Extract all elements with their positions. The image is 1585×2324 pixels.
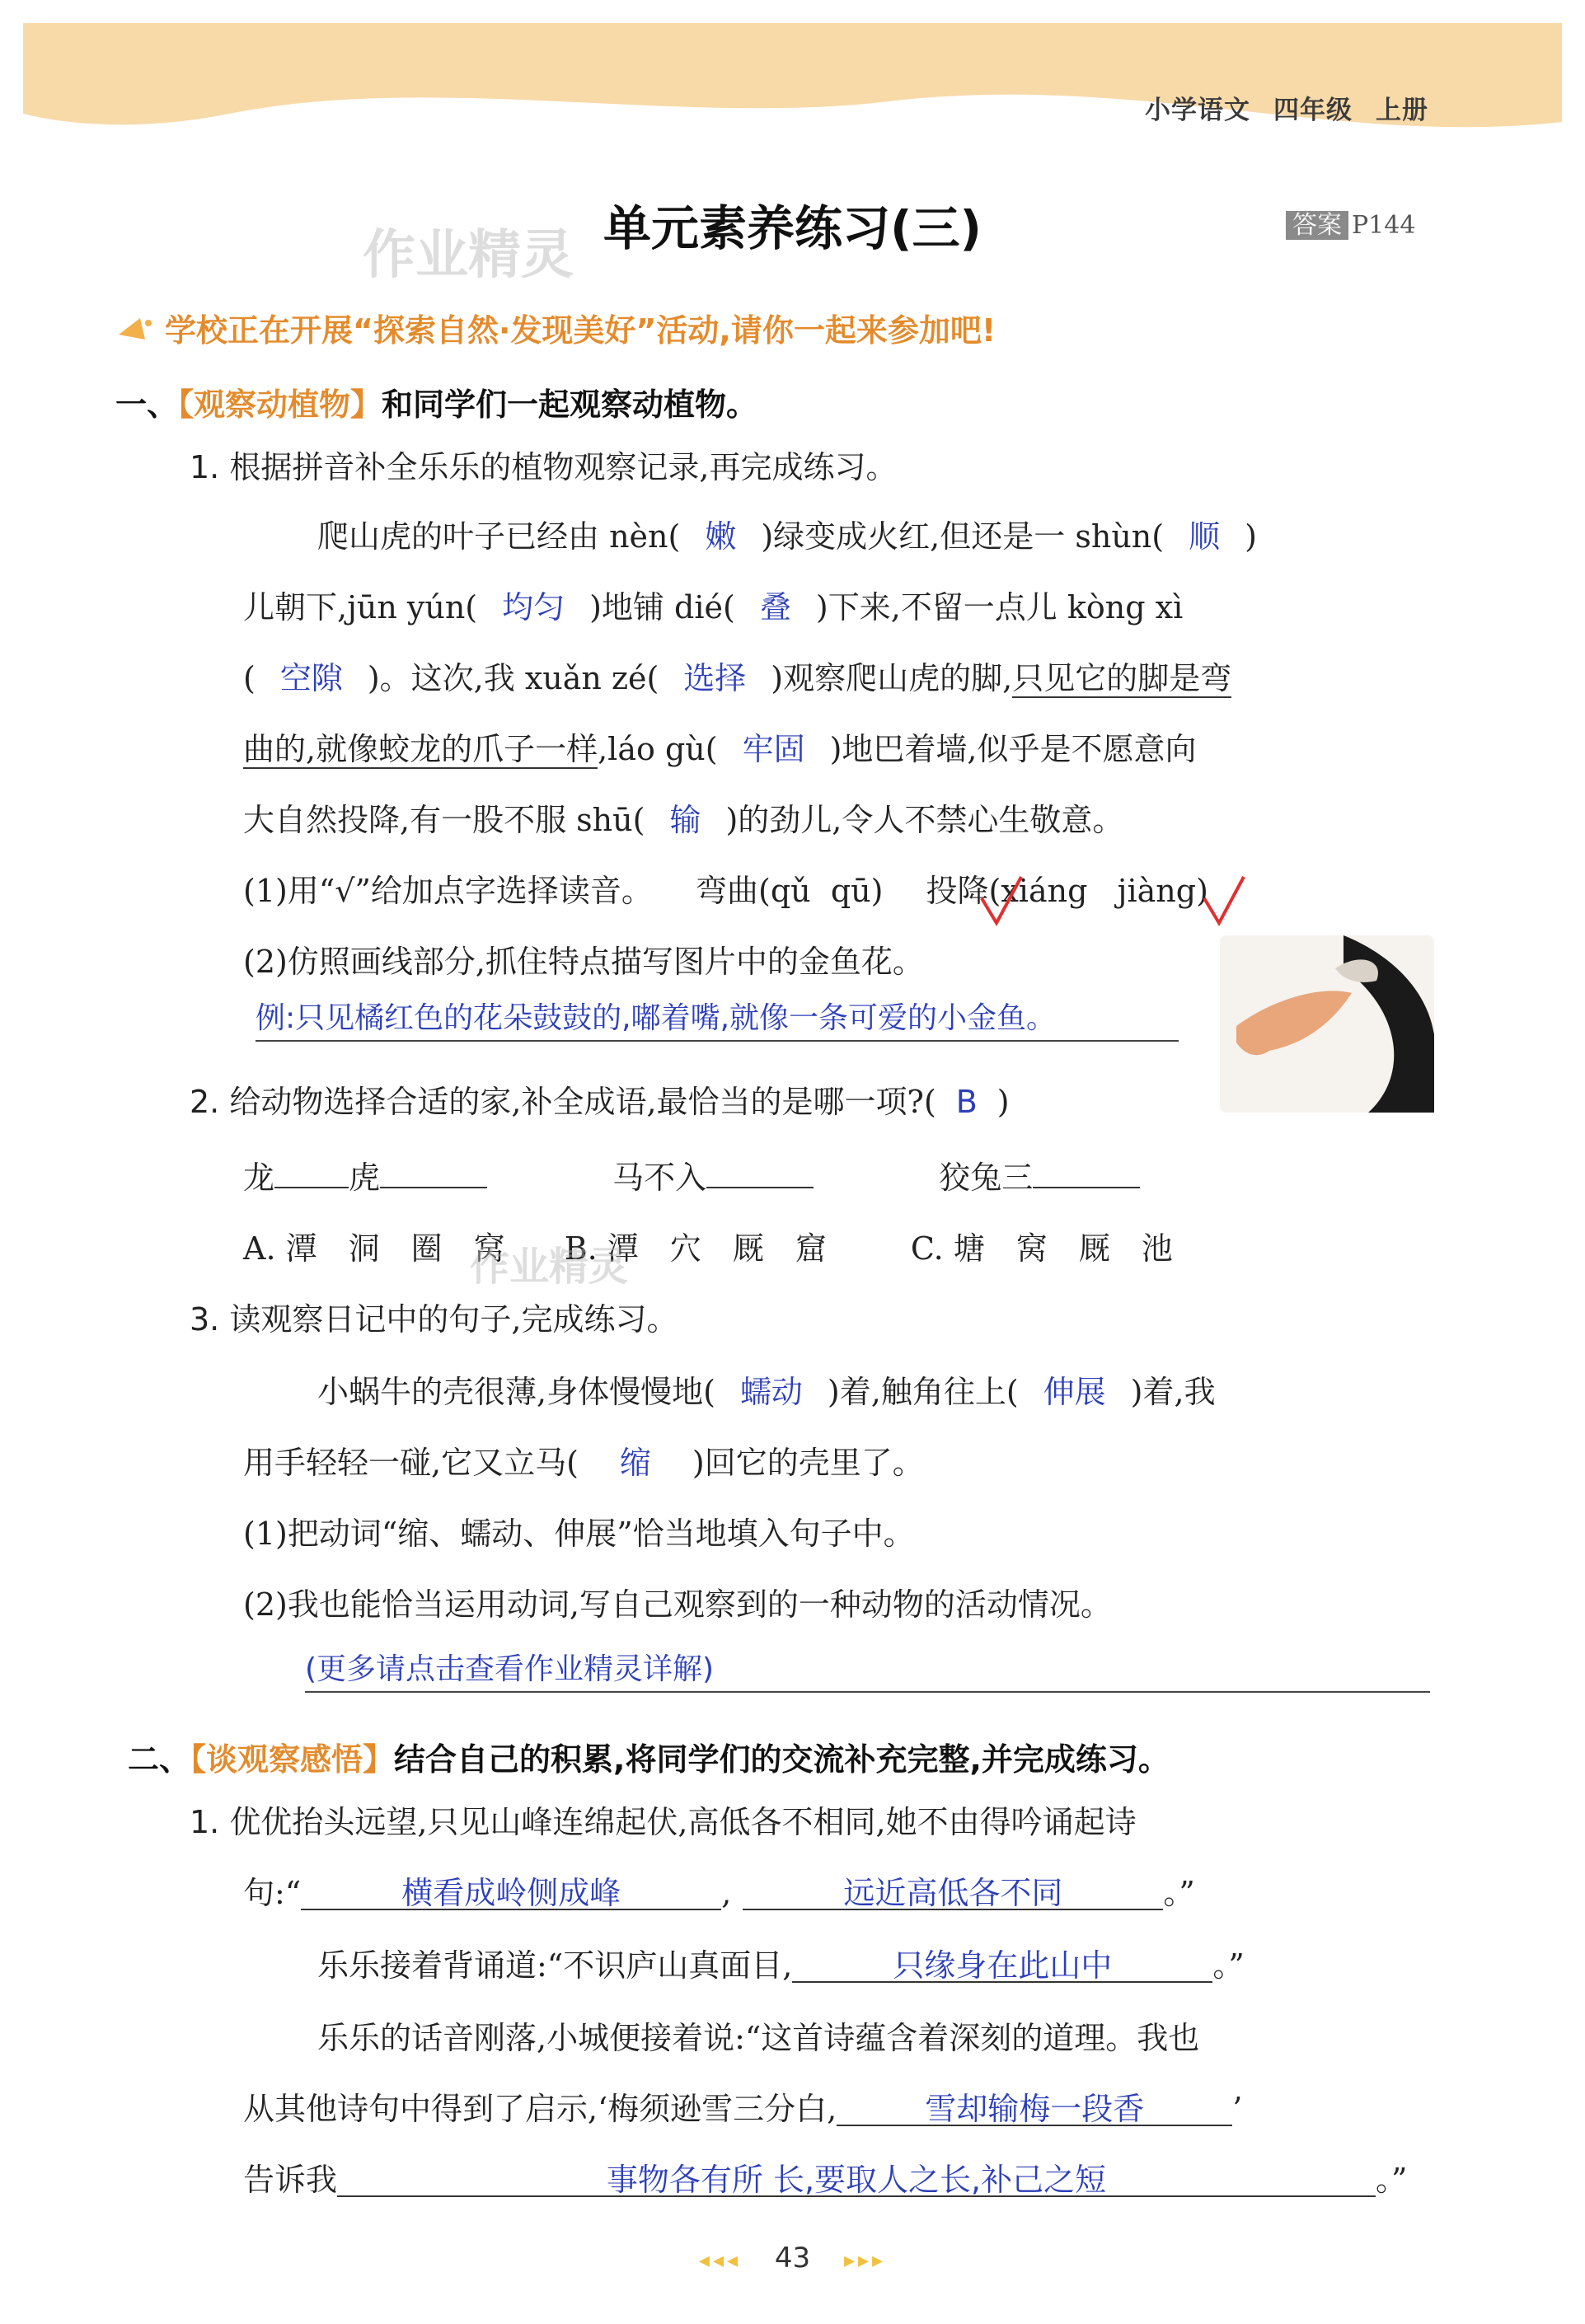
section2-heading: 二、【谈观察感悟】结合自己的积累,将同学们的交流补充完整,并完成练习。 — [128, 1741, 1170, 1778]
page-number: 43 — [774, 2242, 811, 2275]
q3-sub2-answer[interactable]: (更多请点击查看作业精灵详解) — [305, 1655, 1430, 1693]
q2-idioms: 龙 虎 马不入 狡兔三 — [243, 1162, 1140, 1193]
q1-sub2-answer: 例:只见橘红色的花朵鼓鼓的,嘟着嘴,就像一条可爱的小金鱼。 — [256, 1004, 1179, 1042]
section1-heading: 一、【观察动植物】和同学们一起观察动植物。 — [115, 387, 758, 423]
answer-tag[interactable]: 答案 P144 — [1286, 204, 1415, 241]
goldfish-flower-image — [1220, 935, 1434, 1113]
passage-line-4: 曲的,就像蛟龙的爪子一样,láo gù( 牢固 )地巴着墙,似乎是不愿意向 — [243, 731, 1197, 767]
checkmark-icon — [977, 874, 1026, 931]
watermark: 作业精灵 — [470, 1244, 629, 1290]
q3-line-2: 用手轻轻一碰,它又立马( 缩 )回它的壳里了。 — [243, 1445, 924, 1481]
passage-line-2: 儿朝下,jūn yún( 均匀 )地铺 dié( 叠 )下来,不留一点儿 kòng xì — [243, 589, 1184, 626]
intro-text: 学校正在开展“探索自然·发现美好”活动,请你一起来参加吧! — [165, 312, 996, 349]
header-subject: 小学语文 四年级 上册 — [1145, 96, 1428, 125]
checkmark-icon — [1199, 874, 1249, 931]
s2-q1-line-6: 告诉我 事物各有所 长,要取人之长,补己之短 。” — [243, 2162, 1408, 2198]
header-band — [23, 23, 1562, 147]
s2-q1-line-3: 乐乐接着背诵道:“不识庐山真面目, 只缘身在此山中 。” — [317, 1947, 1245, 1984]
page-footer — [0, 2242, 1585, 2275]
q1-sub2: (2)仿照画线部分,抓住特点描写图片中的金鱼花。 — [243, 944, 924, 980]
q3-line-1: 小蜗牛的壳很薄,身体慢慢地( 蠕动 )着,触角往上( 伸展 )着,我 — [317, 1374, 1216, 1410]
q1-sub1: (1)用“√”给加点字选择读音。 弯曲(qǔ qū) 投降(xiáng jiàng) — [243, 873, 1208, 909]
q3-prompt: 3. 读观察日记中的句子,完成练习。 — [190, 1301, 678, 1338]
s2-q1-line-4: 乐乐的话音刚落,小城便接着说:“这首诗蕴含着深刻的道理。我也 — [317, 2020, 1200, 2056]
s2-q1-line-5: 从其他诗句中得到了启示,‘梅须逊雪三分白, 雪却输梅一段香 ’ — [243, 2091, 1243, 2127]
passage-line-1: 爬山虎的叶子已经由 nèn( 嫩 )绿变成火红,但还是一 shùn( 顺 ) — [317, 518, 1257, 555]
q3-sub2: (2)我也能恰当运用动词,写自己观察到的一种动物的活动情况。 — [243, 1586, 1112, 1623]
q2-options: A. 潭 洞 圈 窝 B. 潭 穴 厩 窟 C. 塘 窝 厩 池 — [243, 1230, 1173, 1267]
s2-q1-line-2: 句:“ 横看成岭侧成峰 , 远近高低各不同 。” — [243, 1875, 1195, 1911]
q1-prompt: 1. 根据拼音补全乐乐的植物观察记录,再完成练习。 — [190, 449, 898, 485]
s2-q1-line-1: 1. 优优抬头远望,只见山峰连绵起伏,高低各不相同,她不由得吟诵起诗 — [190, 1804, 1137, 1840]
passage-line-3: ( 空隙 )。这次,我 xuǎn zé( 选择 )观察爬山虎的脚,只见它的脚是弯 — [243, 660, 1232, 696]
megaphone-icon — [115, 312, 157, 344]
q2-prompt: 2. 给动物选择合适的家,补全成语,最恰当的是哪一项?( B ) — [190, 1084, 1010, 1120]
passage-line-5: 大自然投降,有一股不服 shū( 输 )的劲儿,令人不禁心生敬意。 — [243, 802, 1124, 838]
arrow-left-icon: ◂◂◂ — [698, 2248, 742, 2273]
watermark: 作业精灵 — [363, 225, 574, 286]
q3-sub1: (1)把动词“缩、蠕动、伸展”恰当地填入句子中。 — [243, 1516, 915, 1552]
arrow-right-icon: ▸▸▸ — [843, 2248, 887, 2273]
page-title: 单元素养练习(三) — [603, 200, 982, 256]
